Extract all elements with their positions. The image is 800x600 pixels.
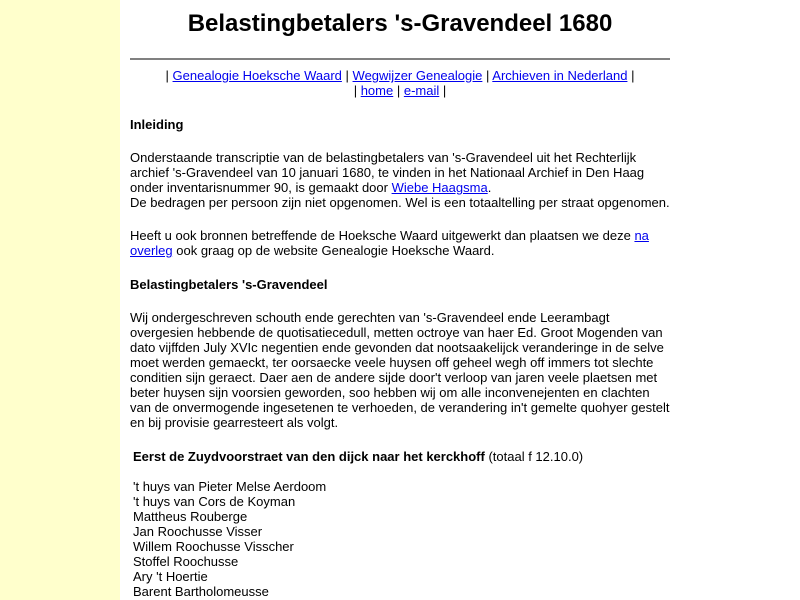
list-item: Stoffel Roochusse [133,554,239,569]
link-wegwijzer-genealogie[interactable]: Wegwijzer Genealogie [352,68,483,83]
link-genealogie-hoeksche-waard[interactable]: Genealogie Hoeksche Waard [172,68,342,83]
horizontal-rule [130,58,670,60]
intro-text: Onderstaande transcriptie van de belastingbetalers van 's-Gravendeel uit het Rechterlijk archief 's-Gravendeel van 10 januari 1680, te vinden in het Nationaal Archief in Den Haag onder inventarisnummer 90, is gemaakt door [130,150,645,195]
nav-separator: | [486,68,490,83]
page-title: Belastingbetalers 's-Gravendeel 1680 [187,10,613,37]
left-sidebar [0,0,120,600]
taxpayer-list [133,479,670,599]
list-item: Jan Roochusse Visser [133,524,263,539]
nav-separator: | [345,68,349,83]
link-archieven-in-nederland[interactable]: Archieven in Nederland [492,68,628,83]
intro-text-end: ook graag op de website Genealogie Hoeksche Waard. [172,243,495,258]
intro-paragraph-2 [130,228,670,258]
main-paragraph: Wij ondergeschreven schouth ende gerechten van 's-Gravendeel ende Leerambagt overgesien hebbende de quotisatiecedull, metten octroye van haer Ed. Groot Mogenden van dato vijffden July XVIc negentien ende gevonden dat nootsaakelijck veranderinge in de selve moet werden gemaeckt, ter oorsaecke veele huysen off geheel wegh off immers tot slechte conditien sijn geraect. Daer aen de andere sijde door't verloop van jaren veele plaetsen met beter huysen sijn voorsien geworden, soo hebben wij om alle inconvenejenten en clachten van de onvermogende ingesetenen te verhoeden, de verandering in't gemelte quohyer gestelt en bij provisie gearresteert als volgt. [130,310,670,430]
street-heading [133,449,670,464]
main-content [130,0,670,599]
street-name: Eerst de Zuydvoorstraet van den dijck naar het kerckhoff [133,449,485,464]
nav-separator: | [165,68,169,83]
nav-separator: | [353,83,358,98]
link-wiebe-haagsma[interactable]: Wiebe Haagsma [391,180,488,195]
intro-text-end: . [487,180,492,195]
list-item: Barent Bartholomeusse [133,584,269,599]
list-item: 't huys van Cors de Koyman [133,494,296,509]
link-na-overleg[interactable]: na overleg [130,228,649,258]
list-item: Mattheus Rouberge [133,509,248,524]
nav-separator: | [631,68,635,83]
intro-text: Heeft u ook bronnen betreffende de Hoeksche Waard uitgewerkt dan plaatsen we deze [130,228,635,243]
list-item: 't huys van Pieter Melse Aerdoom [133,479,327,494]
link-email[interactable]: e-mail [403,83,440,98]
nav-row-2 [130,83,670,98]
main-heading: Belastingbetalers 's-Gravendeel [130,277,328,292]
link-home[interactable]: home [360,83,394,98]
list-item: Willem Roochusse Visscher [133,539,294,554]
nav-separator: | [442,83,447,98]
nav-separator: | [396,83,401,98]
nav-row-1 [130,68,670,83]
intro-paragraph-1 [130,150,670,210]
intro-heading: Inleiding [130,117,184,132]
street-total: (totaal f 12.10.0) [484,449,584,464]
nav-links [130,68,670,98]
intro-text-line2: De bedragen per persoon zijn niet opgenomen. Wel is een totaaltelling per straat opgenomen. [130,195,670,210]
list-item: Ary 't Hoertie [133,569,208,584]
